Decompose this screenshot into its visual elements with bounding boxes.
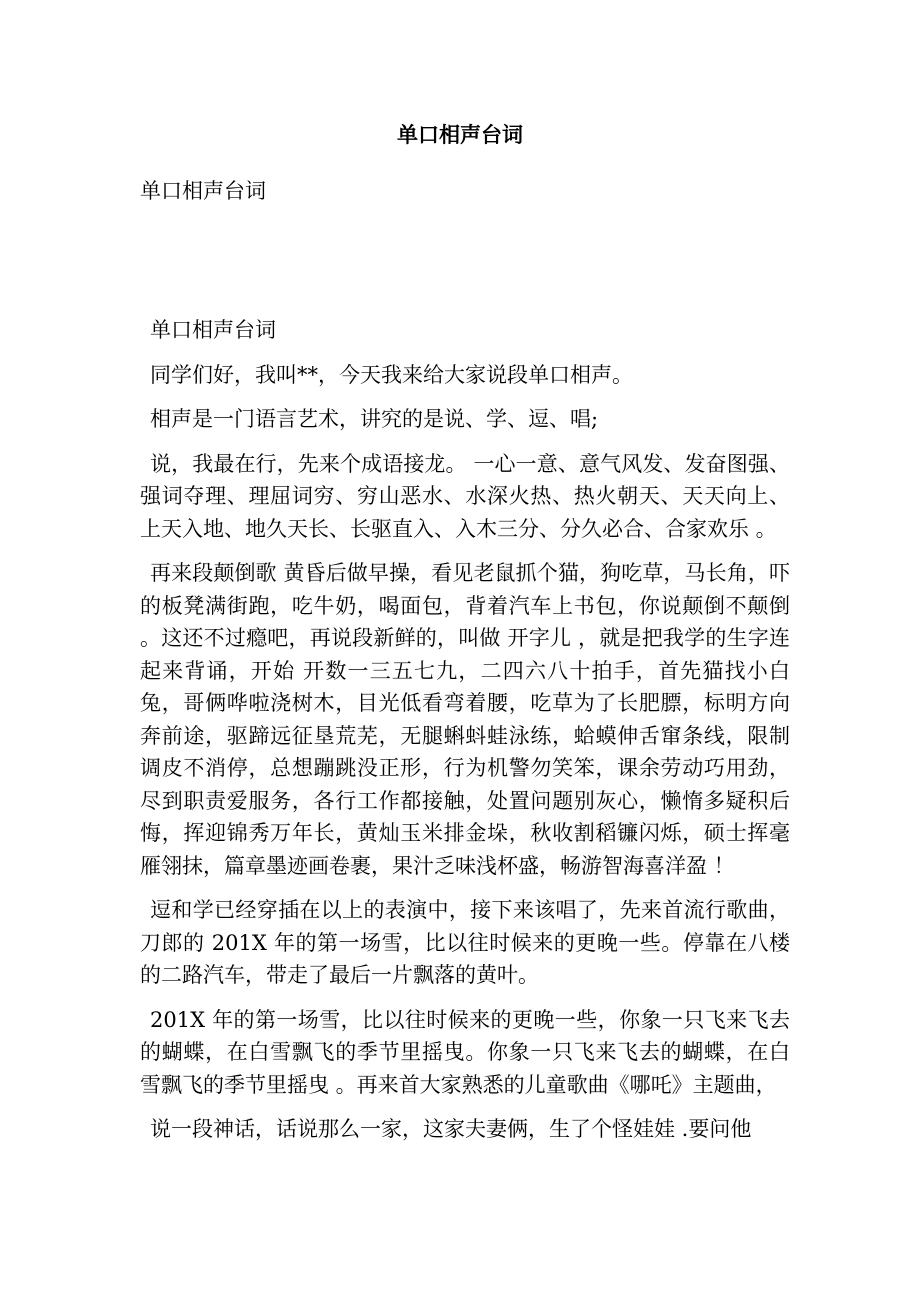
paragraph-topsy-turvy-song: 再来段颠倒歌 黄昏后做早操，看见老鼠抓个猫，狗吃草，马长角，吓的板凳满街跑，吃牛奶，喝面包，背着汽车上书包，你说颠倒不颠倒 。这还不过瘾吧，再说段新鲜的，叫做 开字儿 ，就是把我学的生字连起来背诵，开始 开数一三五七九，二四六八十拍手，首先猫找小白兔，哥俩哗啦浇树木，目光低看弯着腰，吃草为了长肥膘，标明方向奔前途，驱蹄远征垦荒芜，无腿蝌蚪蛙泳练，蛤蟆伸舌窜条线，限制调皮不消停，总想蹦跳没正形，行为机警勿笑笨，课余劳动巧用劲，尽到职责爱服务，各行工作都接触，处置问题别灰心，懒惰多疑积后悔，挥迎锦秀万年长，黄灿玉米排金垛，秋收割稻镰闪烁，硕士挥毫雁翎抹，篇章墨迹画卷裹，果汁乏味浅杯盛，畅游智海喜洋盈 ！ [140, 561, 790, 878]
paragraph-heading: 单口相声台词 [150, 318, 276, 342]
document-title: 单口相声台词 [397, 122, 523, 147]
paragraph-singing-intro: 逗和学已经穿插在以上的表演中，接下来该唱了，先来首流行歌曲，刀郎的 201X 年的第一场雪，比以往时候来的更晚一些。停靠在八楼的二路汽车，带走了最后一片飘落的黄叶。 [140, 898, 790, 987]
document-body [140, 314, 790, 1158]
document-subtitle: 单口相声台词 [140, 179, 266, 203]
paragraph-first-snow-lyrics: 201X 年的第一场雪，比以往时候来的更晚一些，你象一只飞来飞去的蝴蝶，在白雪飘飞的季节里摇曳。你象一只飞来飞去的蝴蝶，在白雪飘飞的季节里摇曳 。再来首大家熟悉的儿童歌曲《哪吒》主题曲， [140, 1007, 790, 1097]
paragraph-nezha-song: 说一段神话，话说那么一家，这家夫妻俩，生了个怪娃娃 .要问他 [150, 1117, 752, 1141]
paragraph-intro: 相声是一门语言艺术，讲究的是说、学、逗、唱; [150, 407, 599, 431]
paragraph-idiom-chain: 说，我最在行，先来个成语接龙。 一心一意、意气风发、发奋图强、强词夺理、理屈词穷、穷山恶水、水深火热、热火朝天、天天向上、上天入地、地久天长、长驱直入、入木三分、分久必合、合家欢乐 。 [140, 451, 790, 541]
paragraph-greeting: 同学们好，我叫**，今天我来给大家说段单口相声。 [150, 362, 633, 387]
